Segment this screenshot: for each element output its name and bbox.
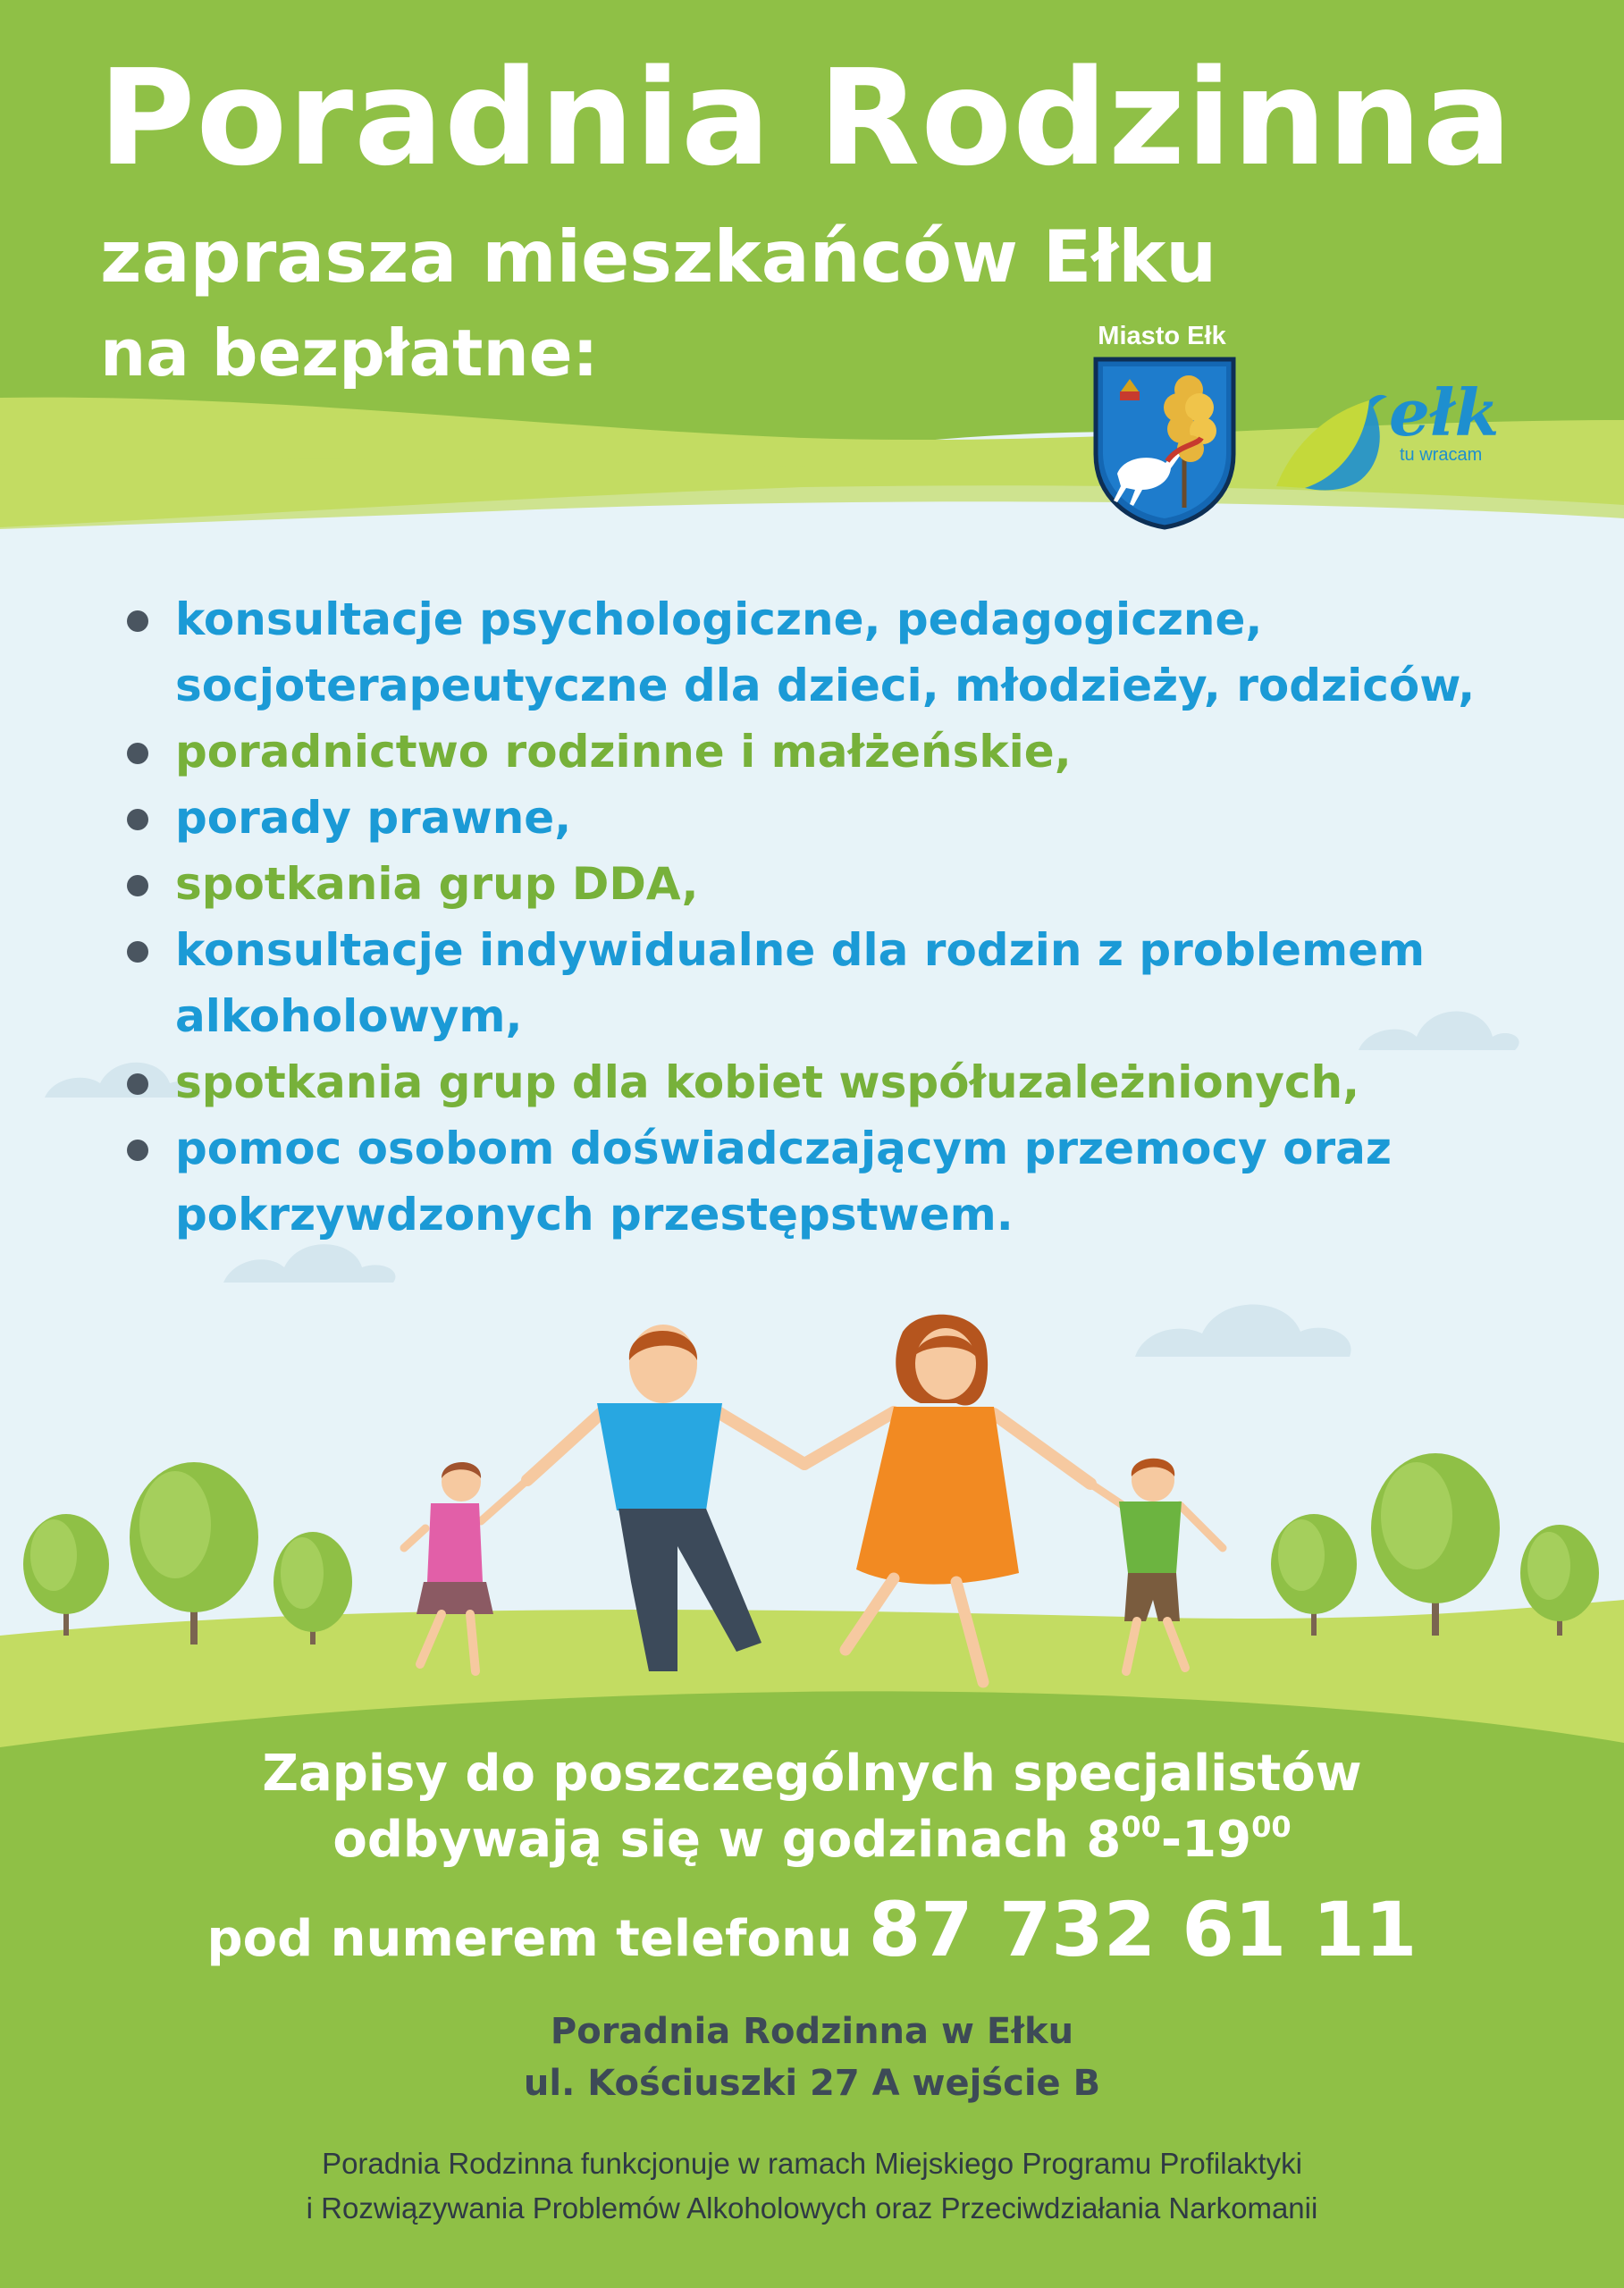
hour-separator: -	[1160, 1811, 1182, 1869]
phone-label: pod numerem telefonu	[206, 1910, 853, 1968]
boy-figure-icon	[1090, 1459, 1223, 1671]
page-subtitle-2: na bezpłatne:	[100, 315, 599, 391]
service-item: poradnictwo rodzinne i małżeńskie,	[125, 719, 1591, 785]
tree-icon	[1371, 1453, 1500, 1636]
father-figure-icon	[527, 1325, 804, 1671]
tree-icon	[1520, 1525, 1599, 1636]
family-illustration	[0, 1314, 1624, 1707]
services-list	[125, 586, 1591, 1248]
crest-label: Miasto Ełk	[1098, 322, 1226, 350]
service-item: spotkania grup dla kobiet współuzależnionych,	[125, 1049, 1591, 1115]
service-item: spotkania grup DDA,	[125, 851, 1591, 917]
registration-line-2	[0, 1807, 1624, 1873]
tree-icon	[23, 1514, 109, 1636]
tree-icon	[1271, 1514, 1357, 1636]
page-title: Poradnia Rodzinna	[98, 41, 1513, 195]
elk-wordmark: ełk	[1389, 374, 1500, 450]
service-item: porady prawne,	[125, 785, 1591, 851]
girl-figure-icon	[404, 1462, 527, 1671]
service-item: pomoc osobom doświadczającym przemocy oraz pokrzywdzonych przestępstwem.	[125, 1115, 1591, 1248]
phone-number: 87 732 61 11	[868, 1886, 1418, 1973]
city-crest-icon	[1090, 356, 1239, 531]
address-name: Poradnia Rodzinna w Ełku	[550, 2011, 1074, 2052]
hour-end: 19	[1182, 1811, 1252, 1869]
tree-icon	[273, 1532, 352, 1644]
footer-note-line-2: i Rozwiązywania Problemów Alkoholowych oraz Przeciwdziałania Narkomanii	[306, 2191, 1318, 2225]
phone-line	[0, 1886, 1624, 1973]
hour-start-minutes: 00	[1121, 1810, 1161, 1844]
hour-end-minutes: 00	[1251, 1810, 1292, 1844]
registration-line-1: Zapisy do poszczególnych specjalistów	[262, 1745, 1362, 1803]
elk-tagline: tu wracam	[1400, 445, 1483, 465]
mother-figure-icon	[804, 1315, 1090, 1682]
address-street: ul. Kościuszki 27 A wejście B	[523, 2063, 1101, 2104]
service-item: konsultacje indywidualne dla rodzin z problemem alkoholowym,	[125, 917, 1591, 1049]
tree-icon	[130, 1462, 258, 1644]
registration-hours-label: odbywają się w godzinach	[332, 1811, 1069, 1869]
service-item: konsultacje psychologiczne, pedagogiczne, socjoterapeutyczne dla dzieci, młodzieży, rodziców,	[125, 586, 1591, 719]
page-subtitle: zaprasza mieszkańców Ełku	[100, 215, 1217, 299]
footer-note-line-1: Poradnia Rodzinna funkcjonuje w ramach Miejskiego Programu Profilaktyki	[322, 2147, 1302, 2180]
hour-start: 8	[1086, 1811, 1122, 1869]
